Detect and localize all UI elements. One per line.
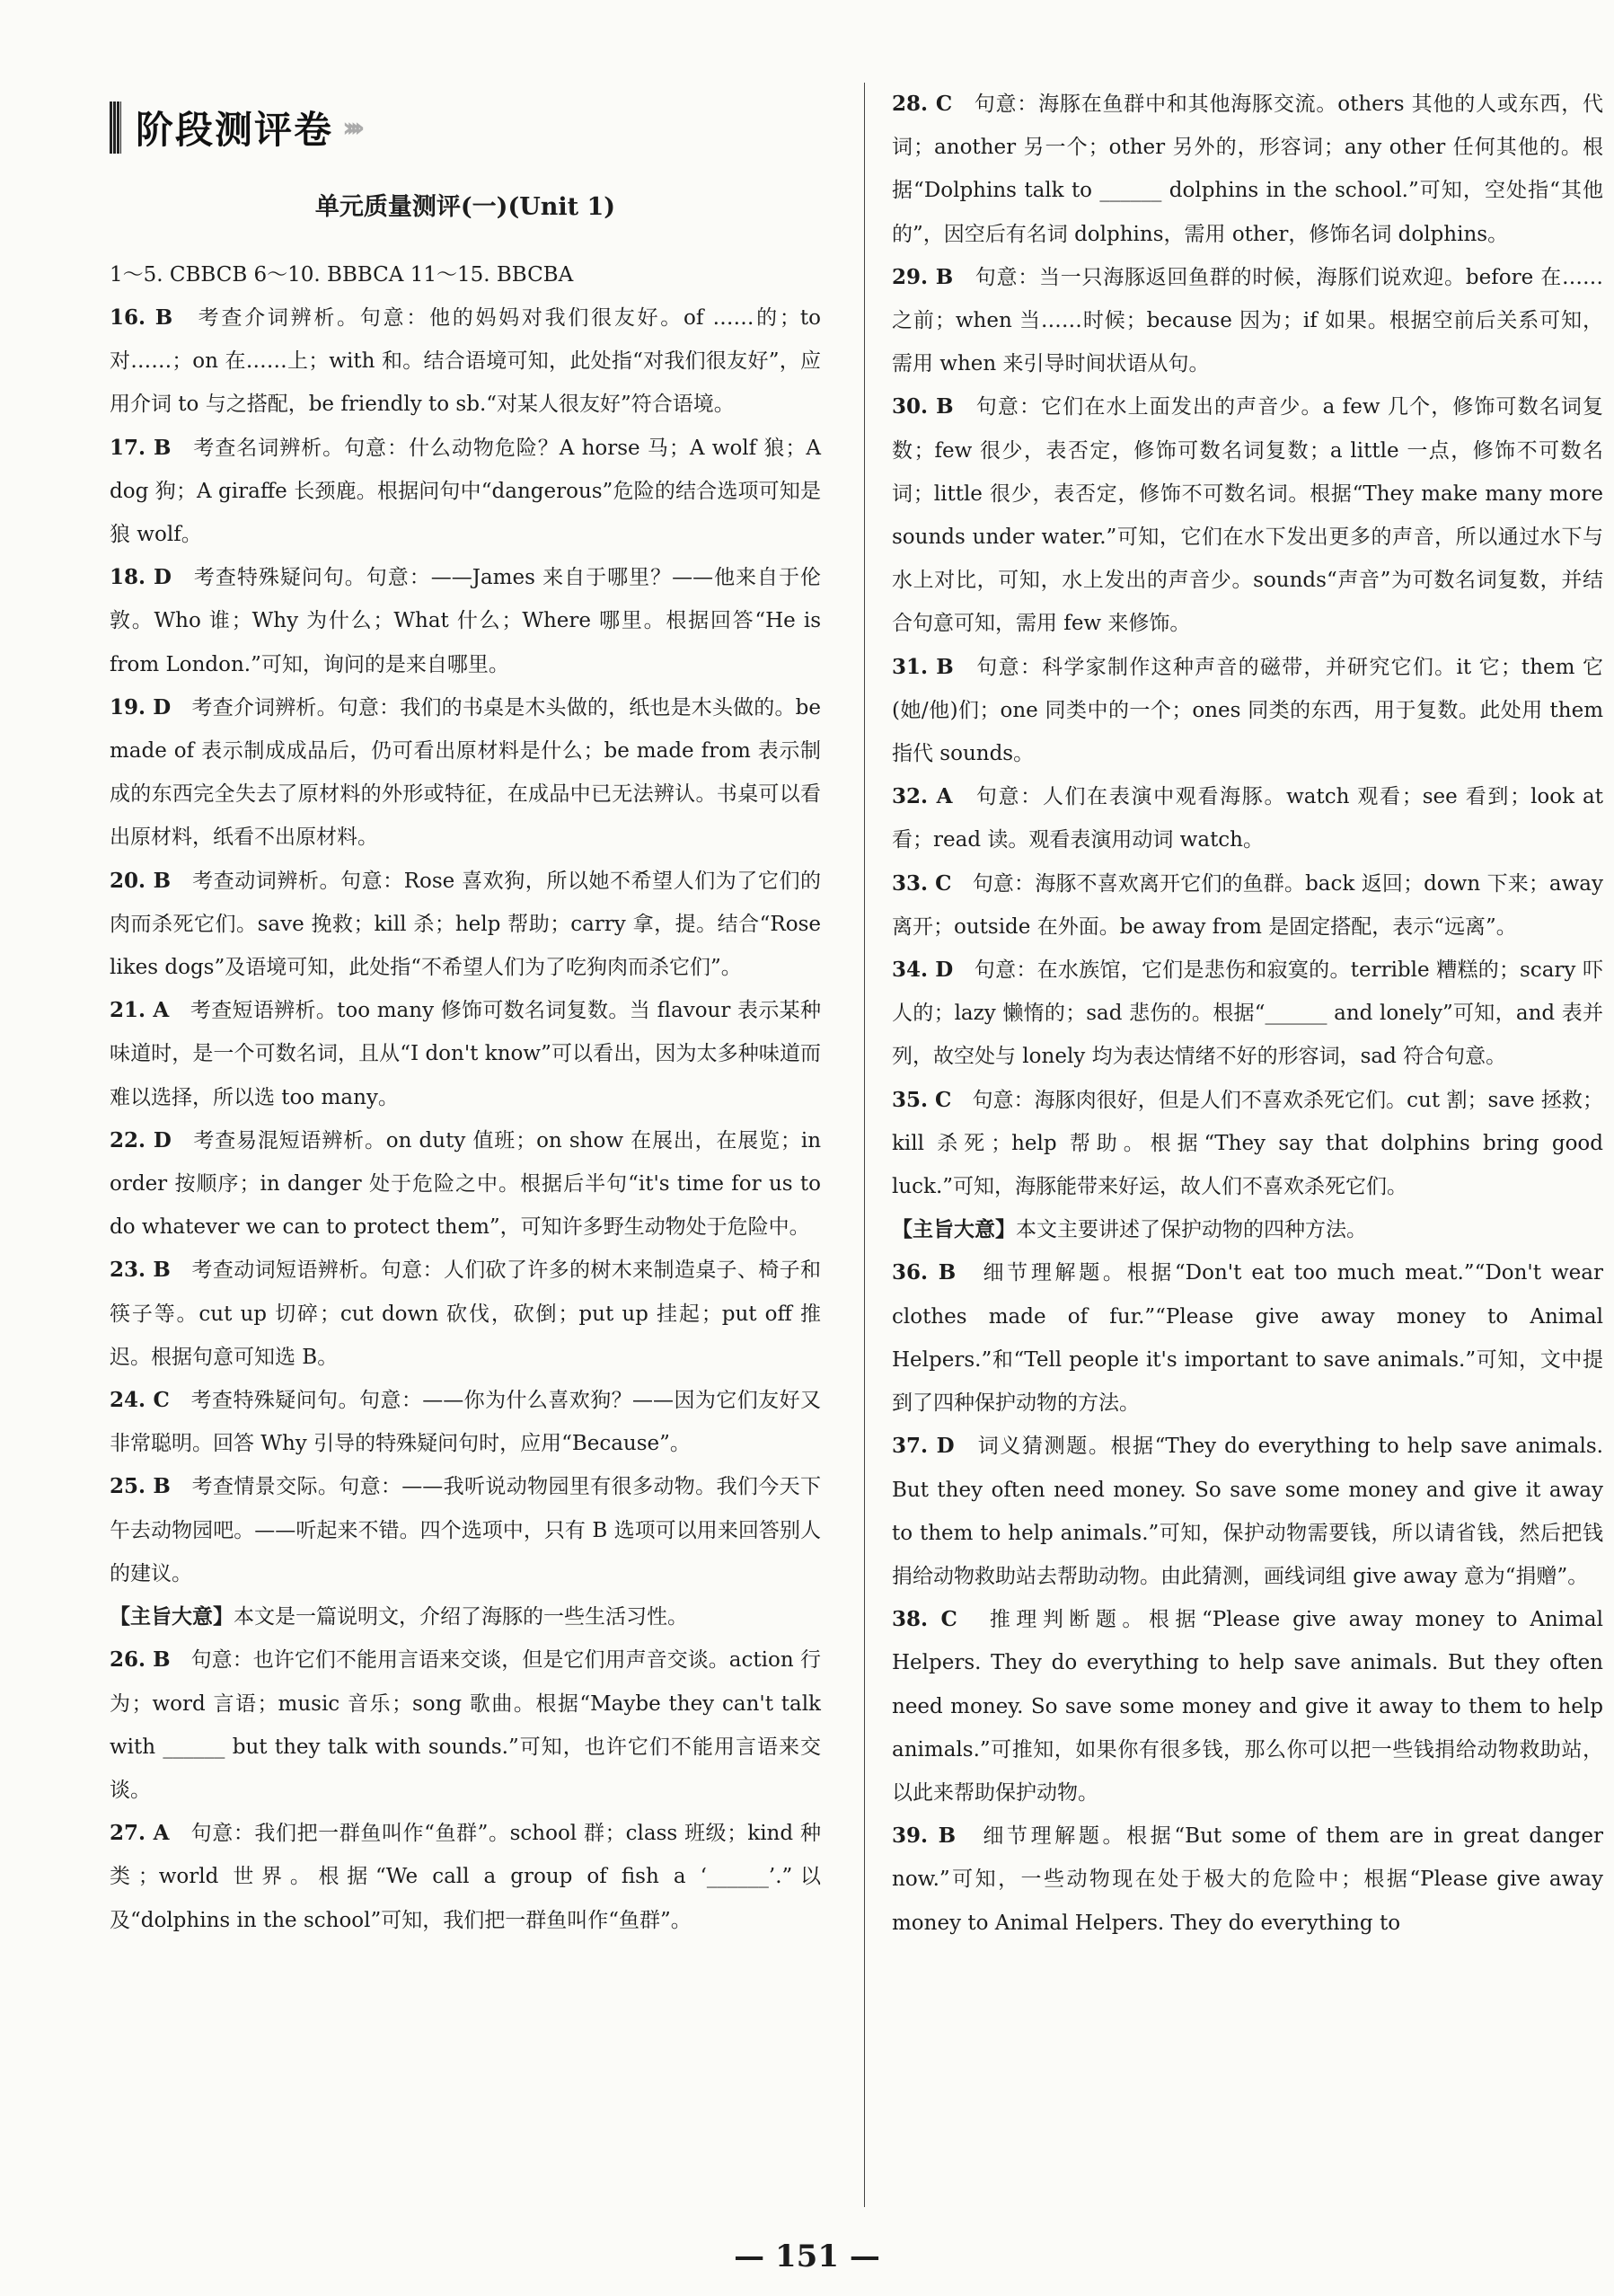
- question-number: 19. D: [110, 694, 172, 720]
- question-number: 37. D: [892, 1434, 955, 1459]
- answer-item: [110, 1379, 821, 1465]
- explanation-text: 词义猜测题。根据“They do everything to help save animals. But they often need money. So save some money and give it away to them to help animals.”可知，保护动物需要钱，所以请省钱，然后把钱捐给动物救助站去帮助动物。由此猜测，画线词组 give away 意为“捐赠”。: [892, 1435, 1603, 1588]
- question-number: 21. A: [110, 998, 170, 1023]
- answer-item: [110, 427, 821, 557]
- question-number: 33. C: [892, 870, 952, 896]
- explanation-text: 句意：我们把一群鱼叫作“鱼群”。school 群；class 班级；kind 种类；world 世界。根据“We call a group of fish a ‘______’.”以及“dolphins in the school”可知，我们把一群鱼叫作“鱼群”。: [110, 1822, 821, 1932]
- question-number: 22. D: [110, 1127, 172, 1152]
- answer-item: [892, 862, 1603, 949]
- question-number: 17. B: [110, 435, 172, 460]
- chevrons-icon: ››››: [342, 111, 358, 144]
- explanation-text: 考查动词辨析。句意：Rose 喜欢狗，所以她不希望人们为了它们的肉而杀死它们。save 挽救；kill 杀；help 帮助；carry 拿，提。结合“Rose likes dogs”及语境可知，此处指“不希望人们为了吃狗肉而杀它们”。: [110, 869, 822, 980]
- question-number: 30. B: [892, 394, 954, 419]
- explanation-text: 考查动词短语辨析。句意：人们砍了许多的树木来制造桌子、椅子和筷子等。cut up 切碎；cut down 砍伐，砍倒；put up 挂起；put off 推迟。根据句意可知选 B。: [110, 1258, 821, 1369]
- explanation-text: 句意：当一只海豚返回鱼群的时候，海豚们说欢迎。before 在……之前；when 当……时候；because 因为；if 如果。根据空前后关系可知，需用 when 来引导时间状语从句。: [892, 265, 1603, 376]
- question-number: 24. C: [110, 1388, 170, 1413]
- answer-item: [892, 1079, 1603, 1209]
- question-number: 16. B: [110, 305, 173, 330]
- explanation-text: 句意：在水族馆，它们是悲伤和寂寞的。terrible 糟糕的；scary 吓人的；lazy 懒惰的；sad 悲伤的。根据“______ and lonely”可知，and 表并列，故空处与 lonely 均为表达情绪不好的形容词，sad 符合句意。: [892, 958, 1603, 1069]
- explanation-text: 考查特殊疑问句。句意：——你为什么喜欢狗？——因为它们友好又非常聪明。回答 Why 引导的特殊疑问句时，应用“Because”。: [110, 1389, 821, 1456]
- answer-item: [892, 775, 1603, 861]
- explanation-text: 考查介词辨析。句意：我们的书桌是木头做的，纸也是木头做的。be made of 表示制成成品后，仍可看出原材料是什么；be made from 表示制成的东西完全失去了原材料的外形或特征，在成品中已无法辨认。书桌可以看出原材料，纸看不出原材料。: [110, 695, 822, 850]
- answer-item: [110, 556, 821, 686]
- answer-item: [110, 1249, 821, 1379]
- header-bar-icon: [110, 102, 121, 154]
- answer-item: [110, 296, 821, 427]
- question-number: 25. B: [110, 1474, 171, 1499]
- answer-item: [110, 686, 821, 860]
- question-number: 18. D: [110, 565, 172, 590]
- question-number: 32. A: [892, 784, 953, 809]
- answer-item: [892, 646, 1603, 776]
- explanation-text: 推理判断题。根据“Please give away money to Animal Helpers. They do everything to help save animals. But they often need money. So save some money and give it away to them to help animals.”可推知，如果你有很多钱，那么你可以把一些钱捐给动物救助站，以此来帮助保护动物。: [892, 1608, 1603, 1805]
- answer-item: [892, 1425, 1603, 1598]
- explanation-text: 句意：海豚肉很好，但是人们不喜欢杀死它们。cut 割；save 拯救；kill 杀死；help 帮助。根据“They say that dolphins bring good luck.”可知，海豚能带来好运，故人们不喜欢杀死它们。: [892, 1088, 1604, 1199]
- answer-item: [110, 860, 821, 990]
- answer-item: [892, 83, 1603, 256]
- question-number: 36. B: [892, 1260, 957, 1285]
- question-number: 26. B: [110, 1647, 171, 1673]
- question-number: 35. C: [892, 1087, 952, 1112]
- question-number: 20. B: [110, 868, 172, 893]
- explanation-text: 句意：它们在水上面发出的声音少。a few 几个，修饰可数名词复数；few 很少，表否定，修饰可数名词复数；a little 一点，修饰不可数名词；little 很少，表否定，修饰不可数名词。根据“They make many more sounds under water.”可知，它们在水下发出更多的声音，所以通过水下与水上对比，可知，水上发出的声音少。sounds“声音”为可数名词复数，并结合句意可知，需用 few 来修饰。: [892, 395, 1603, 636]
- explanation-text: 考查介词辨析。句意：他的妈妈对我们很友好。of ……的；to 对……；on 在……上；with 和。结合语境可知，此处指“对我们很友好”，应用介词 to 与之搭配，be friendly to sb.“对某人很友好”符合语境。: [110, 306, 821, 417]
- question-number: 34. D: [892, 958, 954, 983]
- explanation-text: 句意：人们在表演中观看海豚。watch 观看；see 看到；look at 看；read 读。观看表演用动词 watch。: [892, 785, 1603, 852]
- question-number: 23. B: [110, 1258, 171, 1283]
- explanation-text: 考查易混短语辨析。on duty 值班；on show 在展出，在展览；in order 按顺序；in danger 处于危险之中。根据后半句“it's time for us to do whatever we can to protect them”，可知许多野生动物处于危险中。: [110, 1128, 822, 1240]
- page-number: — 151 —: [734, 2239, 880, 2274]
- answer-item: [892, 1251, 1603, 1425]
- column-divider: [864, 83, 865, 2207]
- explanation-text: 本文主要讲述了保护动物的四种方法。: [1016, 1218, 1367, 1242]
- question-number: 29. B: [892, 264, 954, 289]
- question-number: 27. A: [110, 1821, 170, 1846]
- answer-item: [110, 989, 821, 1119]
- section-header: [110, 101, 357, 155]
- explanation-text: 细节理解题。根据“Don't eat too much meat.”“Don't wear clothes made of fur.”“Please give away money to Animal Helpers.”和“Tell people it's important to save animals.”可知，文中提到了四种保护动物的方法。: [892, 1261, 1603, 1416]
- question-number: 39. B: [892, 1824, 957, 1849]
- answer-item: [892, 256, 1603, 386]
- explanation-text: 句意：科学家制作这种声音的磁带，并研究它们。it 它；them 它(她/他)们；one 同类中的一个；ones 同类的东西，用于复数。此处用 them 指代 sounds。: [892, 655, 1603, 766]
- explanation-text: 本文是一篇说明文，介绍了海豚的一些生活习性。: [234, 1605, 688, 1629]
- question-number: 28. C: [892, 92, 953, 116]
- answer-item: [110, 1595, 821, 1638]
- unit-title: 单元质量测评(一)(Unit 1): [314, 193, 616, 221]
- explanation-text: 考查特殊疑问句。句意：——James 来自于哪里？——他来自于伦敦。Who 谁；Why 为什么；What 什么；Where 哪里。根据回答“He is from London.”可知，询问的是来自哪里。: [110, 566, 822, 676]
- explanation-text: 句意：海豚在鱼群中和其他海豚交流。others 其他的人或东西，代词；another 另一个；other 另外的，形容词；any other 任何其他的。根据“Dolphins talk to ______ dolphins in the school.”可知，空处指“其他的”，因空后有名词 dolphins，需用 other，修饰名词 dolphins。: [892, 93, 1604, 246]
- section-title: 阶段测评卷: [136, 108, 334, 152]
- answers-line: 1～5. CBBCB 6～10. BBBCA 11～15. BBCBA: [110, 263, 574, 287]
- explanation-text: 考查短语辨析。too many 修饰可数名词复数。当 flavour 表示某种味道时，是一个可数名词，且从“I don't know”可以看出，因为太多种味道而难以选择，所以选 too many。: [110, 999, 821, 1109]
- explanation-text: 考查名词辨析。句意：什么动物危险？A horse 马；A wolf 狼；A dog 狗；A giraffe 长颈鹿。根据问句中“dangerous”危险的结合选项可知是狼 wolf。: [110, 436, 822, 547]
- answer-item: [110, 1638, 821, 1812]
- answer-item: [892, 1598, 1603, 1815]
- explanation-text: 考查情景交际。句意：——我听说动物园里有很多动物。我们今天下午去动物园吧。——听起来不错。四个选项中，只有 B 选项可以用来回答别人的建议。: [110, 1475, 822, 1585]
- answer-item: [892, 385, 1603, 645]
- left-column: [110, 296, 821, 1942]
- explanation-text: 句意：也许它们不能用言语来交谈，但是它们用声音交谈。action 行为；word 言语；music 音乐；song 歌曲。根据“Maybe they can't talk with ______ but they talk with sounds.”可知，也许它们不能用言语来交谈。: [110, 1648, 821, 1802]
- right-column: [892, 83, 1603, 1945]
- answer-item: [892, 1815, 1603, 1945]
- explanation-text: 细节理解题。根据“But some of them are in great danger now.”可知，一些动物现在处于极大的危险中；根据“Please give away money to Animal Helpers. They do everything to: [892, 1824, 1603, 1935]
- question-number: 31. B: [892, 654, 954, 679]
- question-number: 38. C: [892, 1607, 957, 1632]
- question-number: 【主旨大意】: [892, 1217, 1016, 1242]
- answer-item: [110, 1119, 821, 1250]
- answer-item: [892, 1208, 1603, 1251]
- question-number: 【主旨大意】: [110, 1604, 234, 1629]
- explanation-text: 句意：海豚不喜欢离开它们的鱼群。back 返回；down 下来；away 离开；outside 在外面。be away from 是固定搭配，表示“远离”。: [892, 871, 1604, 939]
- answer-item: [110, 1465, 821, 1595]
- answer-item: [892, 949, 1603, 1079]
- answer-item: [110, 1812, 821, 1942]
